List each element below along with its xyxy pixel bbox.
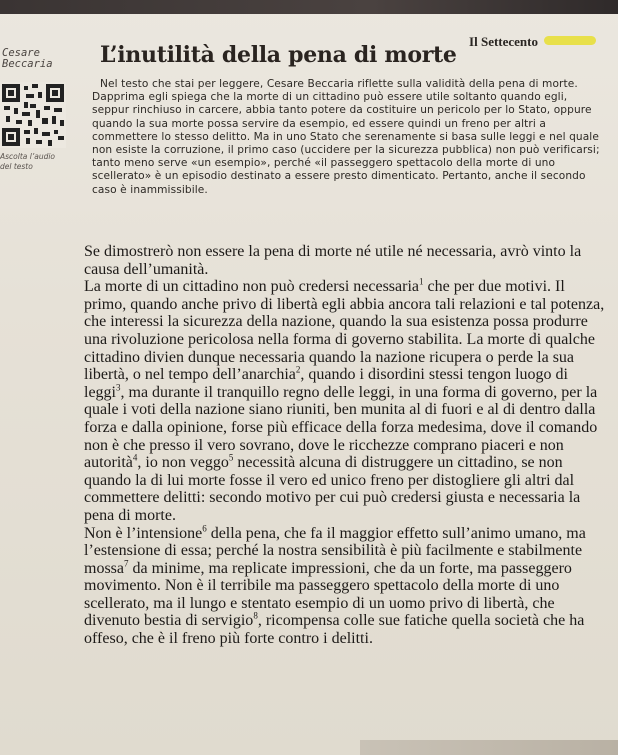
audio-label: [0, 152, 72, 172]
page-top-edge: [0, 0, 618, 14]
text-span: necessità alcuna di distruggere un cittadino, se non quando la di lui morte fosse il vero ed unico freno per distogliere gli altri dal commettere delitti: secondo motivo per cui può credersi giusta e necessaria la pena di morte.: [84, 454, 581, 524]
text-span: da minime, ma replicate impressioni, che da un forte, ma passeggero movimento. Non è il terribile ma passeggero spettacolo della morte di uno scellerato, ma il lungo e stentato esempio di un uomo privo di libertà, che divenuto bestia di servigio: [84, 559, 572, 630]
footnote-ref[interactable]: 6: [202, 523, 207, 534]
text-span: , ricompensa colle sue fatiche quella società che ha offeso, che è il freno più forte contro i delitti.: [84, 612, 585, 648]
main-text: [84, 243, 606, 648]
page-title: L’inutilità della pena di morte: [100, 42, 457, 68]
footnote-ref[interactable]: 3: [116, 382, 121, 393]
author-name: [2, 48, 72, 70]
paragraph-1: Se dimostrerò non essere la pena di morte né utile né necessaria, avrò vinto la causa dell’umanità.: [84, 243, 582, 278]
text-span: La morte di un cittadino non può credersi necessaria: [84, 278, 419, 296]
footnote-ref[interactable]: 5: [228, 452, 234, 463]
text-span: Non è l’intensione: [84, 524, 203, 542]
author-last-name: Beccaria: [2, 58, 53, 70]
paragraph-3: [84, 525, 606, 648]
audio-label-line2: del testo: [0, 162, 33, 171]
intro-summary: [92, 78, 602, 197]
text-span: , quando i disordini stessi tengon luogo di leggi: [84, 366, 568, 401]
text-span: della pena, che fa il maggior effetto sull’animo umano, ma l’estensione di essa; perché la nostra sensibilità è più facilmente e stabilmente mossa: [84, 524, 586, 577]
footnote-ref[interactable]: 7: [124, 558, 129, 569]
text-span: che per due motivi. Il primo, quando anche privo di libertà egli abbia ancora tali relazioni e tal potenza, che interessi la sicurezza della nazione, quando la sua esistenza possa produrre una rivoluzione pericolosa nella forma di governo stabilita. La morte di qualche cittadino divien dunque necessaria quando la nazione ricupera o perde la sua libertà, o nel tempo dell’anarchia: [84, 278, 605, 384]
qr-code-icon[interactable]: [0, 82, 66, 148]
text-span: , ma durante il tranquillo regno delle leggi, in una forma di governo, per la quale i voti della nazione siano riuniti, ben munita al di fuori e al di dentro dalla forza e dalla opinione, forse più efficace della forza medesima, dove il comando non è che presso il vero sovrano, dove le ricchezze comprano piaceri e non autorità: [84, 383, 598, 472]
section-label: Il Settecento: [469, 34, 538, 49]
footnote-ref[interactable]: 4: [132, 452, 138, 463]
author-first-name: Cesare: [2, 47, 40, 59]
page-bottom-edge: [360, 740, 618, 755]
footnote-ref[interactable]: 8: [253, 611, 258, 622]
intro-paragraph: Nel testo che stai per leggere, Cesare Beccaria riflette sulla validità della pena di morte. Dapprima egli spiega che la morte di un cittadino può essere utile soltanto quando egli, seppur rinchiuso in carcere, abbia tanto potere da costituire un pericolo per lo Stato, oppure quando la sua morte possa servire da esempio, ed essere quindi un freno per altri a commettere lo stesso delitto. Ma in uno Stato che serenamente si basa sulle leggi e nel quale non esiste la corruzione, il primo caso (uccidere per la sicurezza pubblica) non può verificarsi; tanto meno serve «un esempio», perché «il passeggero spettacolo della morte di uno scellerato» è un episodio destinato a essere presto dimenticato. Pertanto, anche il secondo caso è inammissibile.: [92, 78, 600, 196]
text-span: , io non veggo: [137, 454, 229, 472]
footnote-ref[interactable]: 2: [295, 364, 301, 375]
footnote-ref[interactable]: 1: [419, 276, 424, 287]
audio-label-line1: Ascolta l’audio: [0, 152, 56, 161]
paragraph-2: [84, 278, 606, 524]
